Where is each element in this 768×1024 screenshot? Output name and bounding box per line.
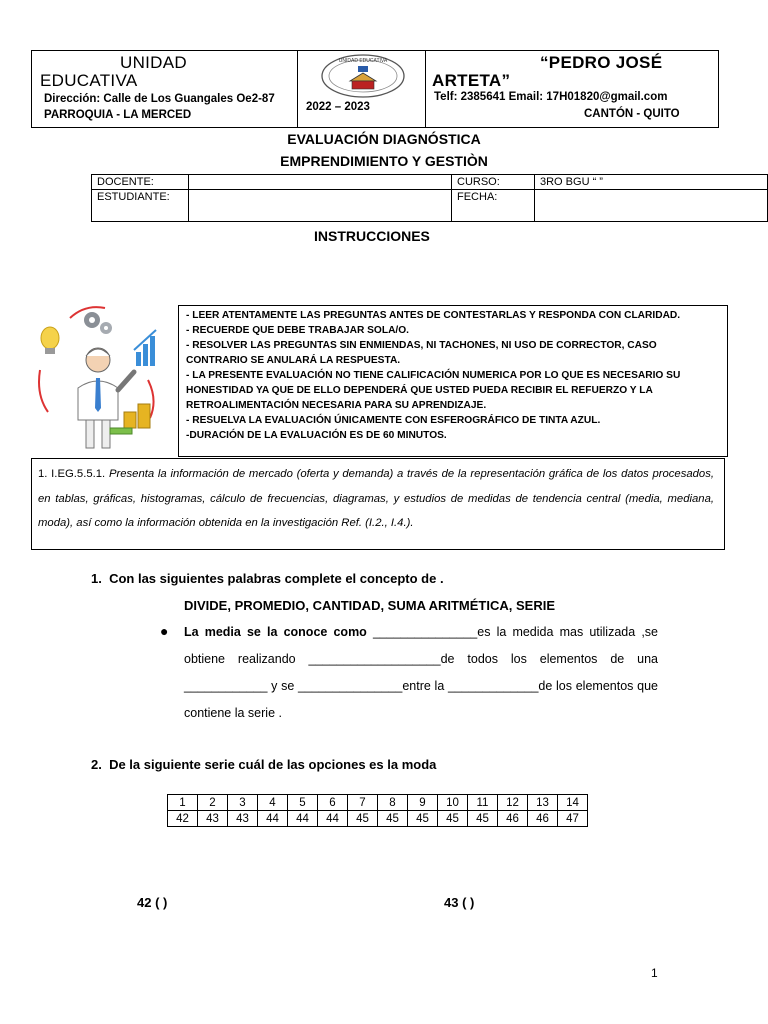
indicator-box [31, 458, 725, 550]
instruction-item: - RESUELVA LA EVALUACIÓN ÚNICAMENTE CON ESFEROGRÁFICO DE TINTA AZUL. [186, 415, 601, 426]
student-info-table [91, 174, 768, 222]
instructions-box [178, 305, 728, 457]
school-header-left [32, 51, 298, 127]
table-cell: 5 [288, 795, 318, 811]
question-2 [91, 757, 436, 772]
bullet-icon: ● [160, 623, 169, 639]
value-row [168, 811, 588, 827]
curso-field[interactable]: 3RO BGU “ ” [535, 175, 768, 190]
series-table [167, 794, 588, 827]
table-cell: 45 [378, 811, 408, 827]
table-cell: 44 [318, 811, 348, 827]
table-cell: 44 [288, 811, 318, 827]
option-42[interactable]: 42 ( ) [137, 895, 168, 910]
instruction-item: - LA PRESENTE EVALUACIÓN NO TIENE CALIFICACIÓN NUMERICA POR LO QUE ES NECESARIO SU HONESTIDAD YA QUE DE ELLO DEPENDERÁ QUE USTED PUEDA RECIBIR EL REFUERZO Y LA RETROALIMENTACIÓN NECESARIA PARA SU APRENDIZAJE. [186, 370, 681, 411]
table-cell: 6 [318, 795, 348, 811]
instructions-title: INSTRUCCIONES [314, 228, 430, 244]
question-number: 1. [91, 571, 102, 586]
table-cell: 43 [228, 811, 258, 827]
table-cell: 45 [348, 811, 378, 827]
index-row [168, 795, 588, 811]
table-cell: 46 [498, 811, 528, 827]
school-parish: PARROQUIA - LA MERCED [44, 109, 192, 121]
table-cell: 9 [408, 795, 438, 811]
indicator-text: Presenta la información de mercado (oferta y demanda) a través de la representación gráfica de los datos procesados, en tablas, gráficas, histogramas, cálculo de frecuencias, diagramas, y estudios de medidas de tendencia central (media, mediana, moda), así como la información obtenida en la investigación Ref. (I.2., I.4.). [38, 468, 714, 529]
table-cell: 45 [438, 811, 468, 827]
info-row [92, 175, 768, 190]
table-cell: 4 [258, 795, 288, 811]
option-43[interactable]: 43 ( ) [444, 895, 475, 910]
table-cell: 14 [558, 795, 588, 811]
table-cell: 2 [198, 795, 228, 811]
question-1 [91, 571, 444, 586]
curso-label: CURSO: [452, 175, 535, 190]
docente-field[interactable] [189, 175, 452, 190]
evaluation-title: EVALUACIÓN DIAGNÓSTICA [287, 131, 481, 147]
subject-title: EMPRENDIMIENTO Y GESTIÒN [280, 153, 488, 169]
businessman-illustration [30, 300, 180, 460]
paragraph-rest: _______________es la medida mas utilizada ,se obtiene realizando ___________________de todos los elementos de una ____________ y se _______________entre la _____________de los elementos que contiene la serie . [184, 625, 658, 720]
table-cell: 42 [168, 811, 198, 827]
fecha-label: FECHA: [452, 190, 535, 222]
question-number: 2. [91, 757, 102, 772]
table-cell: 11 [468, 795, 498, 811]
table-cell: 47 [558, 811, 588, 827]
table-cell: 45 [468, 811, 498, 827]
fecha-field[interactable] [535, 190, 768, 222]
table-cell: 7 [348, 795, 378, 811]
school-address: Dirección: Calle de Los Guangales Oe2-87 [44, 93, 275, 105]
instruction-item: - LEER ATENTAMENTE LAS PREGUNTAS ANTES DE CONTESTARLAS Y RESPONDA CON CLARIDAD. [186, 310, 681, 321]
estudiante-label: ESTUDIANTE: [92, 190, 189, 222]
school-canton: CANTÓN - QUITO [584, 108, 680, 120]
docente-label: DOCENTE: [92, 175, 189, 190]
instruction-item: -DURACIÓN DE LA EVALUACIÓN ES DE 60 MINUTOS. [186, 430, 447, 441]
instruction-item: - RESOLVER LAS PREGUNTAS SIN ENMIENDAS, NI TACHONES, NI USO DE CORRECTOR, CASO CONTRARIO SE ANULARÁ LA RESPUESTA. [186, 340, 657, 366]
school-logo [320, 53, 406, 99]
fill-in-paragraph[interactable] [184, 619, 658, 727]
school-header-right [426, 51, 718, 127]
estudiante-field[interactable] [189, 190, 452, 222]
school-header [31, 50, 719, 128]
question-text: Con las siguientes palabras complete el concepto de . [109, 571, 444, 586]
table-cell: 12 [498, 795, 528, 811]
school-label-line2: EDUCATIVA [40, 71, 138, 90]
table-cell: 46 [528, 811, 558, 827]
logo-text: UNIDAD EDUCATIVA [338, 58, 388, 64]
indicator-number: 1. [38, 468, 48, 480]
paragraph-bold-start: La media se la conoce como [184, 625, 367, 639]
school-label-line1: UNIDAD [120, 53, 187, 72]
table-cell: 10 [438, 795, 468, 811]
school-contact: Telf: 2385641 Email: 17H01820@gmail.com [434, 91, 668, 103]
question-text: De la siguiente serie cuál de las opciones es la moda [109, 757, 437, 772]
table-cell: 3 [228, 795, 258, 811]
table-cell: 1 [168, 795, 198, 811]
table-cell: 8 [378, 795, 408, 811]
school-header-center [298, 51, 426, 127]
table-cell: 13 [528, 795, 558, 811]
instruction-item: - RECUERDE QUE DEBE TRABAJAR SOLA/O. [186, 325, 410, 336]
table-cell: 44 [258, 811, 288, 827]
school-name-line1: “PEDRO JOSÉ [540, 53, 663, 72]
school-name-line2: ARTETA” [432, 71, 511, 90]
info-row [92, 190, 768, 222]
indicator-code: I.EG.5.5.1. [51, 468, 106, 480]
table-cell: 45 [408, 811, 438, 827]
school-year: 2022 – 2023 [306, 101, 370, 113]
page-number: 1 [651, 966, 658, 980]
word-bank: DIVIDE, PROMEDIO, CANTIDAD, SUMA ARITMÉTICA, SERIE [184, 598, 555, 613]
table-cell: 43 [198, 811, 228, 827]
